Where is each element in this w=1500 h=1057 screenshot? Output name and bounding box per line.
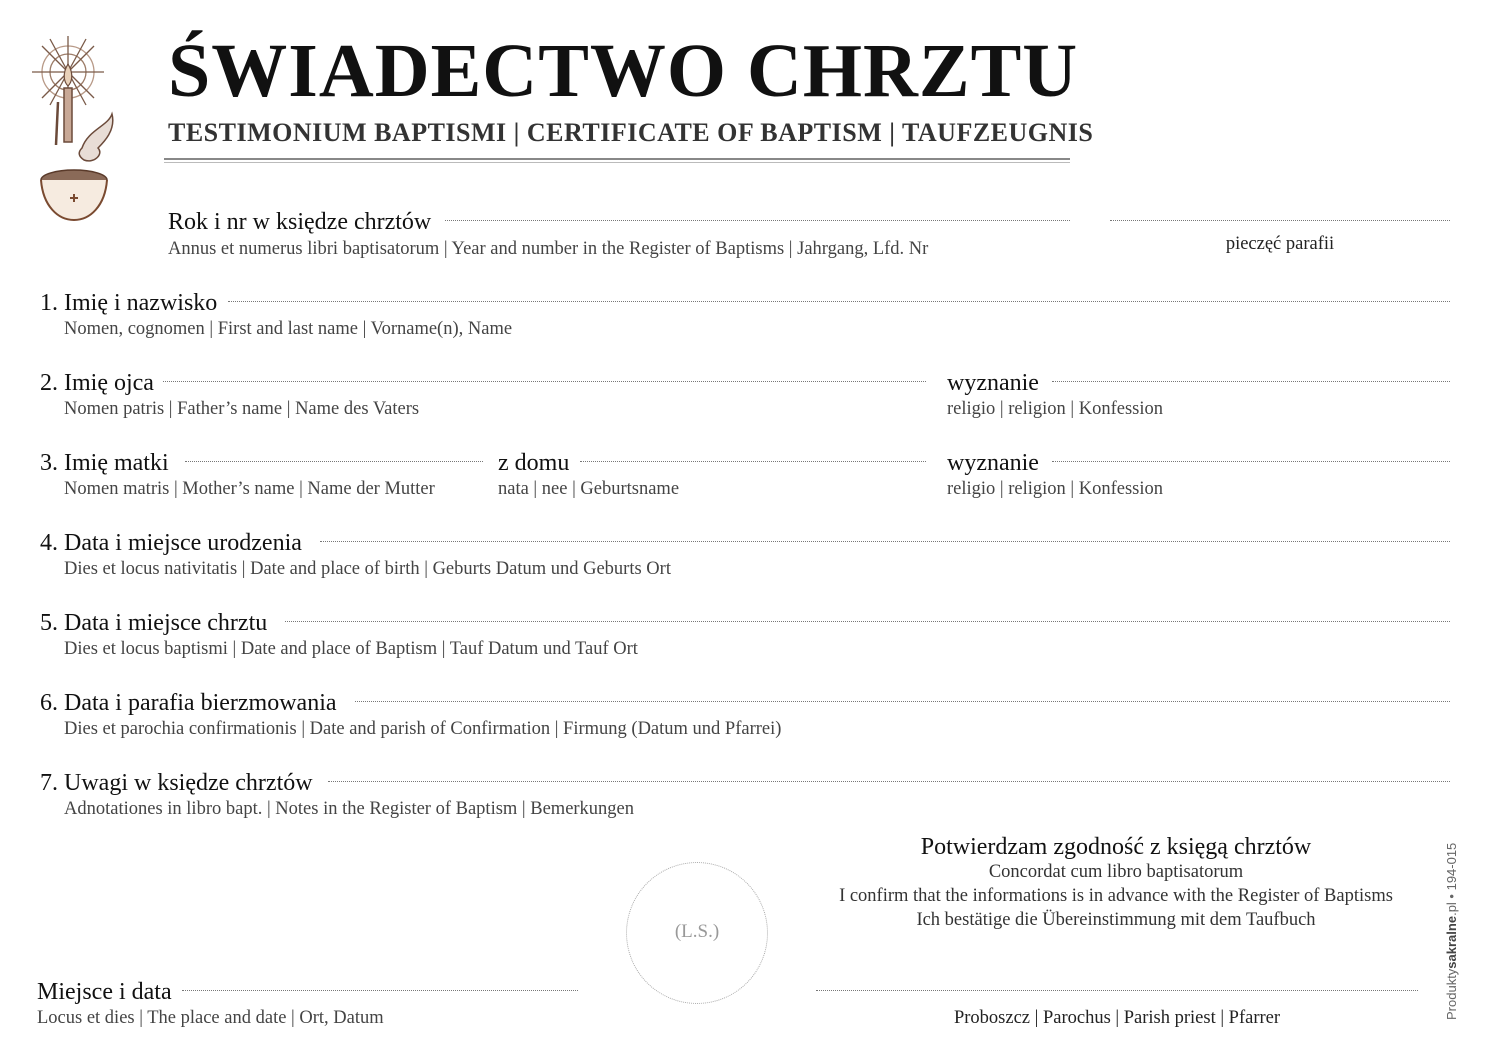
birth-date-place-label: 4. Data i miejsce urodzenia	[40, 530, 302, 556]
place-date-sublabel: Locus et dies | The place and date | Ort, Datum	[37, 1008, 384, 1028]
confirmation-statement-latin: Concordat cum libro baptisatorum	[988, 862, 1244, 882]
baptism-emblem-icon	[28, 30, 128, 230]
maiden-name-sublabel: nata | nee | Geburtsname	[498, 479, 680, 499]
confirmation-sublabel: Dies et parochia confirmationis | Date and parish of Confirmation | Firmung (Datum und Pfarrei)	[64, 719, 782, 739]
mother-confession-label: wyznanie	[947, 450, 1039, 476]
confirmation-statement-title: Potwierdzam zgodność z księgą chrztów	[920, 834, 1312, 860]
maiden-name-label: z domu	[498, 450, 570, 476]
baptism-date-place-sublabel: Dies et locus baptismi | Date and place of Baptism | Tauf Datum und Tauf Ort	[64, 639, 638, 659]
seal-text: (L.S.)	[674, 921, 720, 942]
place-date-label: Miejsce i data	[37, 979, 172, 1005]
place-date-field[interactable]	[182, 990, 578, 991]
title-divider-thin	[164, 162, 1070, 163]
parish-stamp-field[interactable]	[1110, 220, 1450, 221]
birth-date-place-field[interactable]	[320, 541, 1450, 542]
mother-name-field[interactable]	[185, 461, 483, 462]
birth-date-place-sublabel: Dies et locus nativitatis | Date and place of birth | Geburts Datum und Geburts Ort	[64, 559, 671, 579]
parish-stamp-label: pieczęć parafii	[1225, 234, 1335, 254]
father-confession-label: wyznanie	[947, 370, 1039, 396]
mother-name-label: 3. Imię matki	[40, 450, 169, 476]
mother-name-sublabel: Nomen matris | Mother’s name | Name der Mutter	[64, 479, 435, 499]
confirmation-statement-english: I confirm that the informations is in advance with the Register of Baptisms	[839, 886, 1393, 906]
mother-confession-field[interactable]	[1052, 461, 1450, 462]
publisher-bold: sakralne	[1444, 915, 1459, 969]
title-divider	[164, 158, 1070, 160]
father-name-label: 2. Imię ojca	[40, 370, 154, 396]
publisher-mark	[1444, 843, 1459, 1020]
father-confession-sublabel: religio | religion | Konfession	[947, 399, 1164, 419]
confirmation-label: 6. Data i parafia bierzmowania	[40, 690, 337, 716]
notes-sublabel: Adnotationes in libro bapt. | Notes in the Register of Baptism | Bemerkungen	[64, 799, 635, 819]
full-name-sublabel: Nomen, cognomen | First and last name | Vorname(n), Name	[64, 319, 513, 339]
baptism-date-place-field[interactable]	[285, 621, 1450, 622]
father-name-sublabel: Nomen patris | Father’s name | Name des Vaters	[64, 399, 420, 419]
father-name-field[interactable]	[163, 381, 926, 382]
official-seal-placeholder	[626, 862, 768, 1004]
priest-signature-label: Proboszcz | Parochus | Parish priest | Pfarrer	[953, 1008, 1281, 1028]
register-number-field[interactable]	[445, 220, 1070, 221]
baptism-date-place-label: 5. Data i miejsce chrztu	[40, 610, 268, 636]
full-name-field[interactable]	[228, 301, 1450, 302]
register-number-sublabel: Annus et numerus libri baptisatorum | Year and number in the Register of Baptisms | Jahrgang, Lfd. Nr	[168, 239, 929, 259]
confirmation-field[interactable]	[355, 701, 1450, 702]
notes-label: 7. Uwagi w księdze chrztów	[40, 770, 313, 796]
notes-field[interactable]	[328, 781, 1450, 782]
priest-signature-field[interactable]	[816, 990, 1418, 991]
confirmation-statement-german: Ich bestätige die Übereinstimmung mit dem Taufbuch	[916, 910, 1316, 930]
document-subtitle: TESTIMONIUM BAPTISMI | CERTIFICATE OF BAPTISM | TAUFZEUGNIS	[168, 118, 1094, 147]
document-title: ŚWIADECTWO CHRZTU	[168, 29, 1079, 113]
publisher-suffix: .pl • 194-015	[1444, 842, 1459, 916]
full-name-label: 1. Imię i nazwisko	[40, 290, 218, 316]
mother-confession-sublabel: religio | religion | Konfession	[947, 479, 1164, 499]
maiden-name-field[interactable]	[580, 461, 926, 462]
publisher-prefix: Produkty	[1444, 968, 1459, 1020]
register-number-label: Rok i nr w księdze chrztów	[168, 209, 432, 235]
father-confession-field[interactable]	[1052, 381, 1450, 382]
